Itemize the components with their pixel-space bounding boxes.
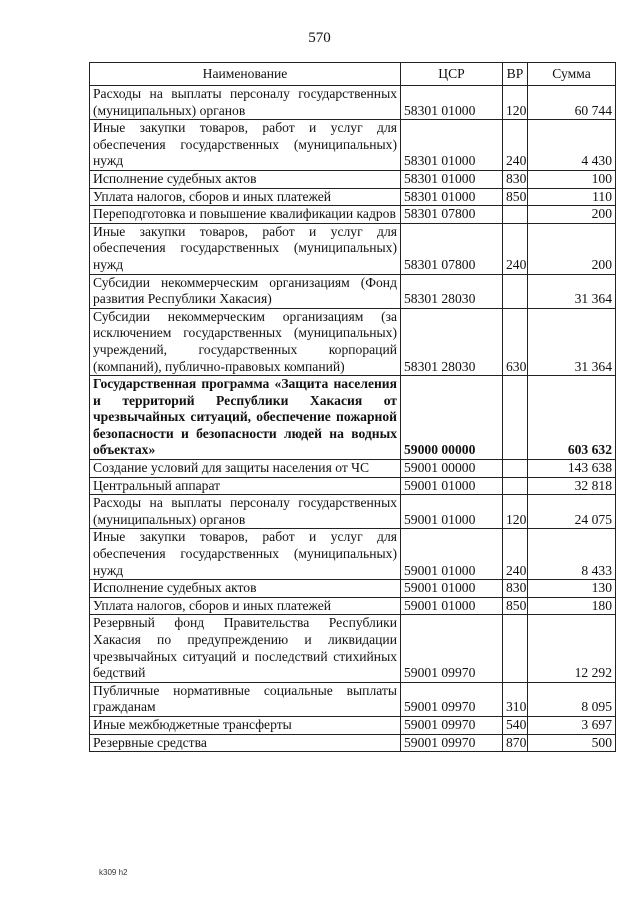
header-sum: Сумма	[528, 63, 616, 86]
cell-csr: 59001 01000	[401, 580, 503, 598]
cell-sum: 12 292	[528, 615, 616, 682]
cell-sum: 60 744	[528, 86, 616, 120]
cell-csr: 59001 09970	[401, 716, 503, 734]
budget-table	[89, 62, 616, 752]
cell-name: Резервные средства	[90, 734, 401, 752]
cell-vr: 240	[503, 529, 528, 580]
cell-vr: 870	[503, 734, 528, 752]
table-row	[90, 308, 616, 375]
cell-csr: 58301 01000	[401, 86, 503, 120]
cell-name: Уплата налогов, сборов и иных платежей	[90, 597, 401, 615]
cell-name: Иные межбюджетные трансферты	[90, 716, 401, 734]
cell-csr: 58301 07800	[401, 206, 503, 224]
cell-vr: 540	[503, 716, 528, 734]
table-row	[90, 682, 616, 716]
cell-name: Субсидии некоммерческим организациям (за исключением государственных (муниципальных) учреждений, государственных корпораций (компаний), публично-правовых компаний)	[90, 308, 401, 375]
table-row	[90, 170, 616, 188]
cell-vr: 240	[503, 120, 528, 171]
cell-vr: 310	[503, 682, 528, 716]
cell-name: Центральный аппарат	[90, 477, 401, 495]
table-body	[90, 86, 616, 752]
cell-name: Субсидии некоммерческим организациям (Фонд развития Республики Хакасия)	[90, 274, 401, 308]
cell-vr: 850	[503, 597, 528, 615]
table-row	[90, 580, 616, 598]
table-row	[90, 223, 616, 274]
cell-sum: 31 364	[528, 308, 616, 375]
cell-sum: 130	[528, 580, 616, 598]
cell-csr: 58301 28030	[401, 308, 503, 375]
table-header-row	[90, 63, 616, 86]
cell-vr	[503, 460, 528, 478]
cell-sum: 143 638	[528, 460, 616, 478]
cell-vr	[503, 206, 528, 224]
table-row	[90, 477, 616, 495]
cell-sum: 110	[528, 188, 616, 206]
table-row	[90, 597, 616, 615]
table-row	[90, 734, 616, 752]
page-number: 570	[308, 30, 331, 46]
cell-name: Иные закупки товаров, работ и услуг для обеспечения государственных (муниципальных) нужд	[90, 223, 401, 274]
cell-name: Переподготовка и повышение квалификации кадров	[90, 206, 401, 224]
cell-vr: 830	[503, 170, 528, 188]
cell-vr: 120	[503, 495, 528, 529]
cell-csr: 59000 00000	[401, 376, 503, 460]
cell-csr: 59001 09970	[401, 734, 503, 752]
cell-csr: 58301 28030	[401, 274, 503, 308]
cell-name: Создание условий для защиты населения от ЧС	[90, 460, 401, 478]
table-row	[90, 615, 616, 682]
table-row	[90, 86, 616, 120]
cell-csr: 58301 01000	[401, 188, 503, 206]
cell-vr	[503, 376, 528, 460]
table-row	[90, 188, 616, 206]
cell-name: Публичные нормативные социальные выплаты гражданам	[90, 682, 401, 716]
cell-vr: 240	[503, 223, 528, 274]
cell-name: Исполнение судебных актов	[90, 170, 401, 188]
table-row	[90, 460, 616, 478]
footer-code: k309 h2	[99, 868, 128, 877]
table-row	[90, 206, 616, 224]
table-row	[90, 274, 616, 308]
cell-sum: 200	[528, 206, 616, 224]
cell-vr: 830	[503, 580, 528, 598]
cell-sum: 4 430	[528, 120, 616, 171]
cell-sum: 8 095	[528, 682, 616, 716]
table-row	[90, 376, 616, 460]
cell-name: Расходы на выплаты персоналу государственных (муниципальных) органов	[90, 86, 401, 120]
cell-vr: 120	[503, 86, 528, 120]
cell-csr: 59001 01000	[401, 597, 503, 615]
table-row	[90, 716, 616, 734]
cell-csr: 59001 09970	[401, 615, 503, 682]
cell-sum: 500	[528, 734, 616, 752]
cell-sum: 603 632	[528, 376, 616, 460]
header-csr: ЦСР	[401, 63, 503, 86]
cell-name: Исполнение судебных актов	[90, 580, 401, 598]
cell-sum: 100	[528, 170, 616, 188]
header-vr: ВР	[503, 63, 528, 86]
cell-csr: 59001 01000	[401, 495, 503, 529]
cell-sum: 8 433	[528, 529, 616, 580]
cell-name: Иные закупки товаров, работ и услуг для обеспечения государственных (муниципальных) нужд	[90, 529, 401, 580]
cell-sum: 200	[528, 223, 616, 274]
cell-name: Иные закупки товаров, работ и услуг для обеспечения государственных (муниципальных) нужд	[90, 120, 401, 171]
cell-csr: 58301 01000	[401, 120, 503, 171]
cell-csr: 59001 01000	[401, 529, 503, 580]
cell-vr: 850	[503, 188, 528, 206]
table-row	[90, 529, 616, 580]
cell-vr: 630	[503, 308, 528, 375]
cell-vr	[503, 615, 528, 682]
cell-sum: 3 697	[528, 716, 616, 734]
header-name: Наименование	[90, 63, 401, 86]
cell-name: Резервный фонд Правительства Республики Хакасия по предупреждению и ликвидации чрезвычайных ситуаций и последствий стихийных бедствий	[90, 615, 401, 682]
table-row	[90, 120, 616, 171]
cell-csr: 59001 09970	[401, 682, 503, 716]
cell-csr: 59001 00000	[401, 460, 503, 478]
cell-name: Государственная программа «Защита населения и территорий Республики Хакасия от чрезвычайных ситуаций, обеспечение пожарной безопасности и безопасности людей на водных объектах»	[90, 376, 401, 460]
cell-vr	[503, 274, 528, 308]
cell-csr: 59001 01000	[401, 477, 503, 495]
cell-sum: 180	[528, 597, 616, 615]
cell-name: Уплата налогов, сборов и иных платежей	[90, 188, 401, 206]
cell-csr: 58301 07800	[401, 223, 503, 274]
cell-sum: 24 075	[528, 495, 616, 529]
cell-sum: 31 364	[528, 274, 616, 308]
cell-vr	[503, 477, 528, 495]
cell-name: Расходы на выплаты персоналу государственных (муниципальных) органов	[90, 495, 401, 529]
cell-csr: 58301 01000	[401, 170, 503, 188]
table-row	[90, 495, 616, 529]
cell-sum: 32 818	[528, 477, 616, 495]
